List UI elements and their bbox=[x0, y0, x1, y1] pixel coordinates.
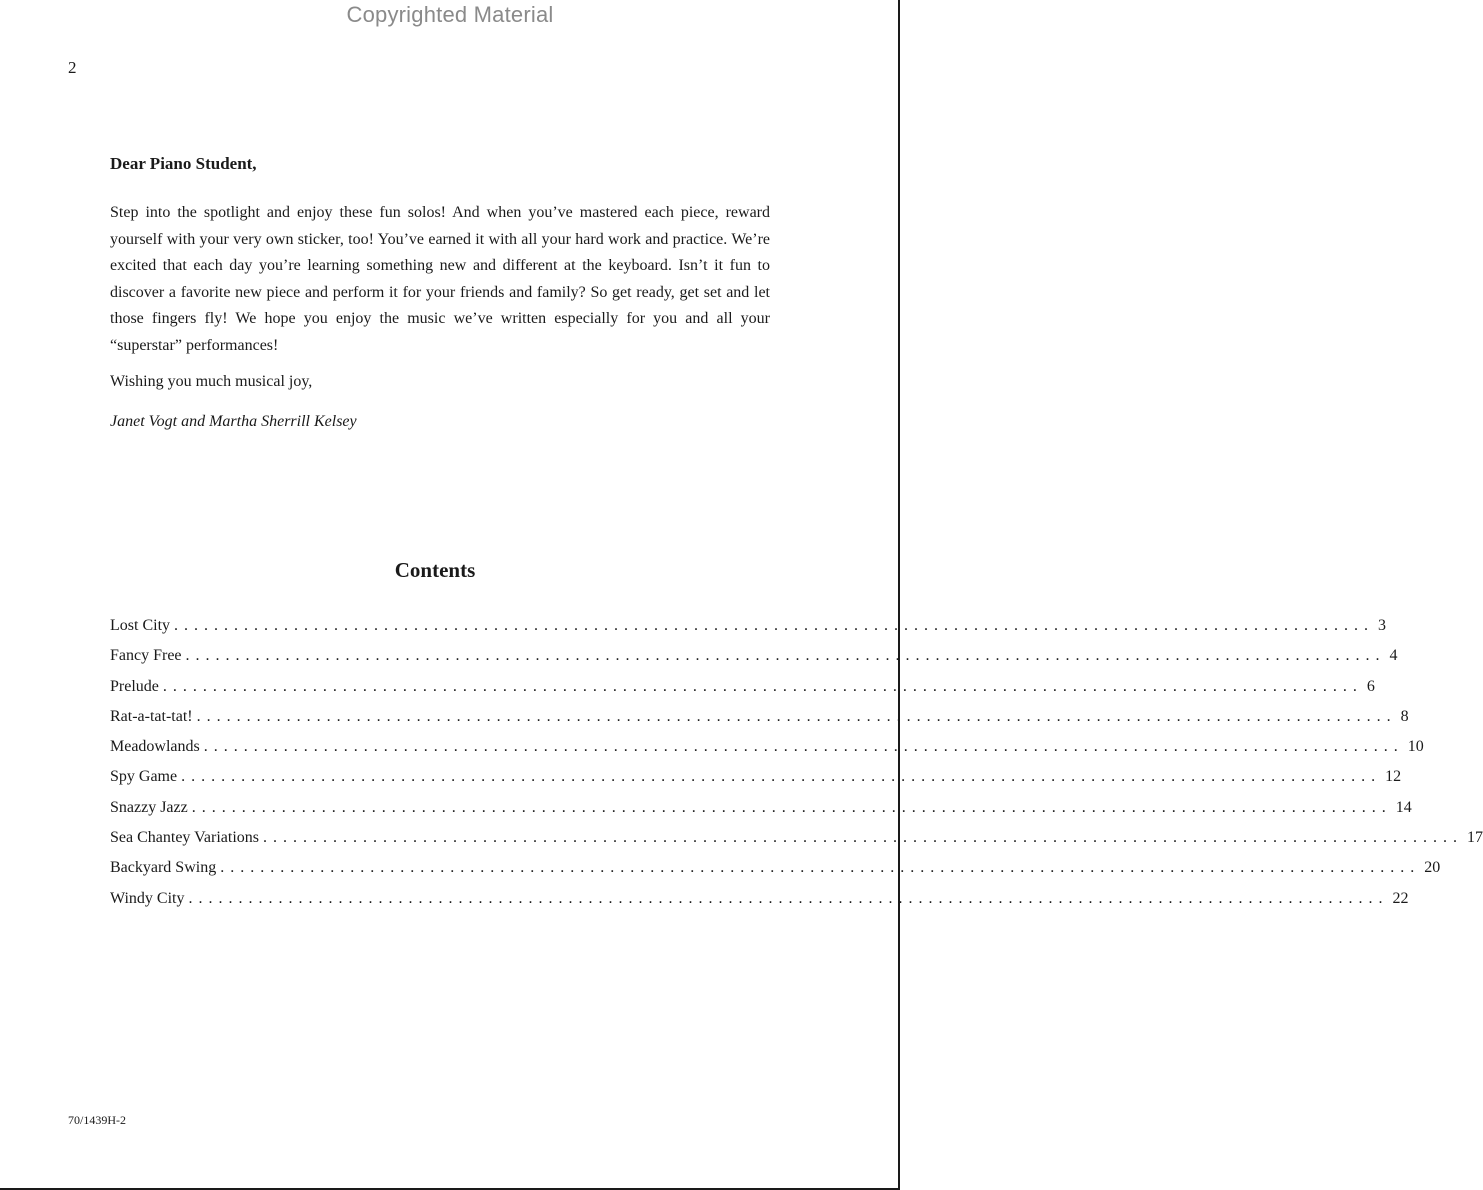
toc-entry-page: 3 bbox=[1378, 617, 1387, 634]
toc-entry-title: Backyard Swing bbox=[110, 859, 217, 877]
toc-entry-title: Prelude bbox=[110, 677, 159, 695]
toc-dot-leader: ........................................................................................................................ bbox=[185, 647, 1386, 665]
copyright-watermark: Copyrighted Material bbox=[346, 2, 554, 27]
toc-entry-title: Sea Chantey Variations bbox=[110, 829, 260, 847]
toc-dot-leader: ........................................................................................................................ bbox=[191, 798, 1392, 816]
letter-body: Step into the spotlight and enjoy these fun solos! And when you’ve mastered each piece, reward yourself with your very own sticker, too! You’ve earned it with all your hard work and practice. We’re excited that each day you’re learning something new and different at the keyboard. Isn’t it fun to discover a favorite new piece and perform it for your friends and family? So get ready, get set and let those fingers fly! We hope you enjoy the music we’ve written especially for you and all your “superstar” performances! bbox=[110, 204, 770, 354]
toc-dot-leader: ........................................................................................................................ bbox=[220, 859, 1421, 877]
toc-dot-leader: ........................................................................................................................ bbox=[181, 768, 1382, 786]
page-number: 2 bbox=[68, 58, 77, 77]
toc-entry-title: Snazzy Jazz bbox=[110, 798, 188, 816]
toc-entry bbox=[110, 738, 1424, 768]
toc-entry-title: Spy Game bbox=[110, 768, 178, 786]
toc-entry bbox=[110, 677, 1375, 708]
toc-entry-title: Rat-a-tat-tat! bbox=[110, 707, 193, 725]
toc-entry-page: 14 bbox=[1395, 798, 1412, 816]
toc-dot-leader: ........................................................................................................................ bbox=[203, 738, 1404, 756]
toc-entry-title: Meadowlands bbox=[110, 738, 200, 756]
toc-entry bbox=[110, 617, 1387, 647]
toc-dot-leader: ........................................................................................................................ bbox=[263, 829, 1464, 847]
toc-entry-title: Lost City bbox=[110, 617, 171, 634]
toc-entry-page: 10 bbox=[1407, 738, 1424, 756]
toc-dot-leader: ........................................................................................................................ bbox=[188, 889, 1389, 907]
letter-closing: Wishing you much musical joy, bbox=[110, 373, 313, 390]
toc-entry bbox=[110, 889, 1409, 920]
toc-entry-title: Windy City bbox=[110, 889, 185, 907]
contents-title: Contents bbox=[394, 558, 476, 582]
toc-entry-page: 4 bbox=[1389, 647, 1398, 665]
toc-entry bbox=[110, 859, 1441, 889]
toc-dot-leader: ........................................................................................................................ bbox=[174, 617, 1375, 634]
toc-entry-page: 17 bbox=[1467, 829, 1483, 847]
toc-entry bbox=[110, 707, 1409, 738]
table-of-contents bbox=[110, 617, 1483, 920]
letter-salutation: Dear Piano Student, bbox=[110, 154, 257, 173]
toc-dot-leader: ........................................................................................................................ bbox=[162, 677, 1363, 695]
toc-entry bbox=[110, 798, 1412, 829]
letter-signature: Janet Vogt and Martha Sherrill Kelsey bbox=[110, 413, 357, 430]
toc-entry bbox=[110, 829, 1483, 859]
toc-entry-page: 22 bbox=[1392, 889, 1409, 907]
toc-entry-title: Fancy Free bbox=[110, 647, 182, 665]
toc-entry bbox=[110, 768, 1402, 798]
toc-dot-leader: ........................................................................................................................ bbox=[196, 707, 1397, 725]
toc-entry bbox=[110, 647, 1398, 677]
toc-entry-page: 8 bbox=[1400, 707, 1409, 725]
toc-entry-page: 20 bbox=[1424, 859, 1441, 877]
toc-entry-page: 6 bbox=[1366, 677, 1375, 695]
catalog-code: 70/1439H-2 bbox=[68, 1113, 126, 1127]
toc-entry-page: 12 bbox=[1385, 768, 1402, 786]
